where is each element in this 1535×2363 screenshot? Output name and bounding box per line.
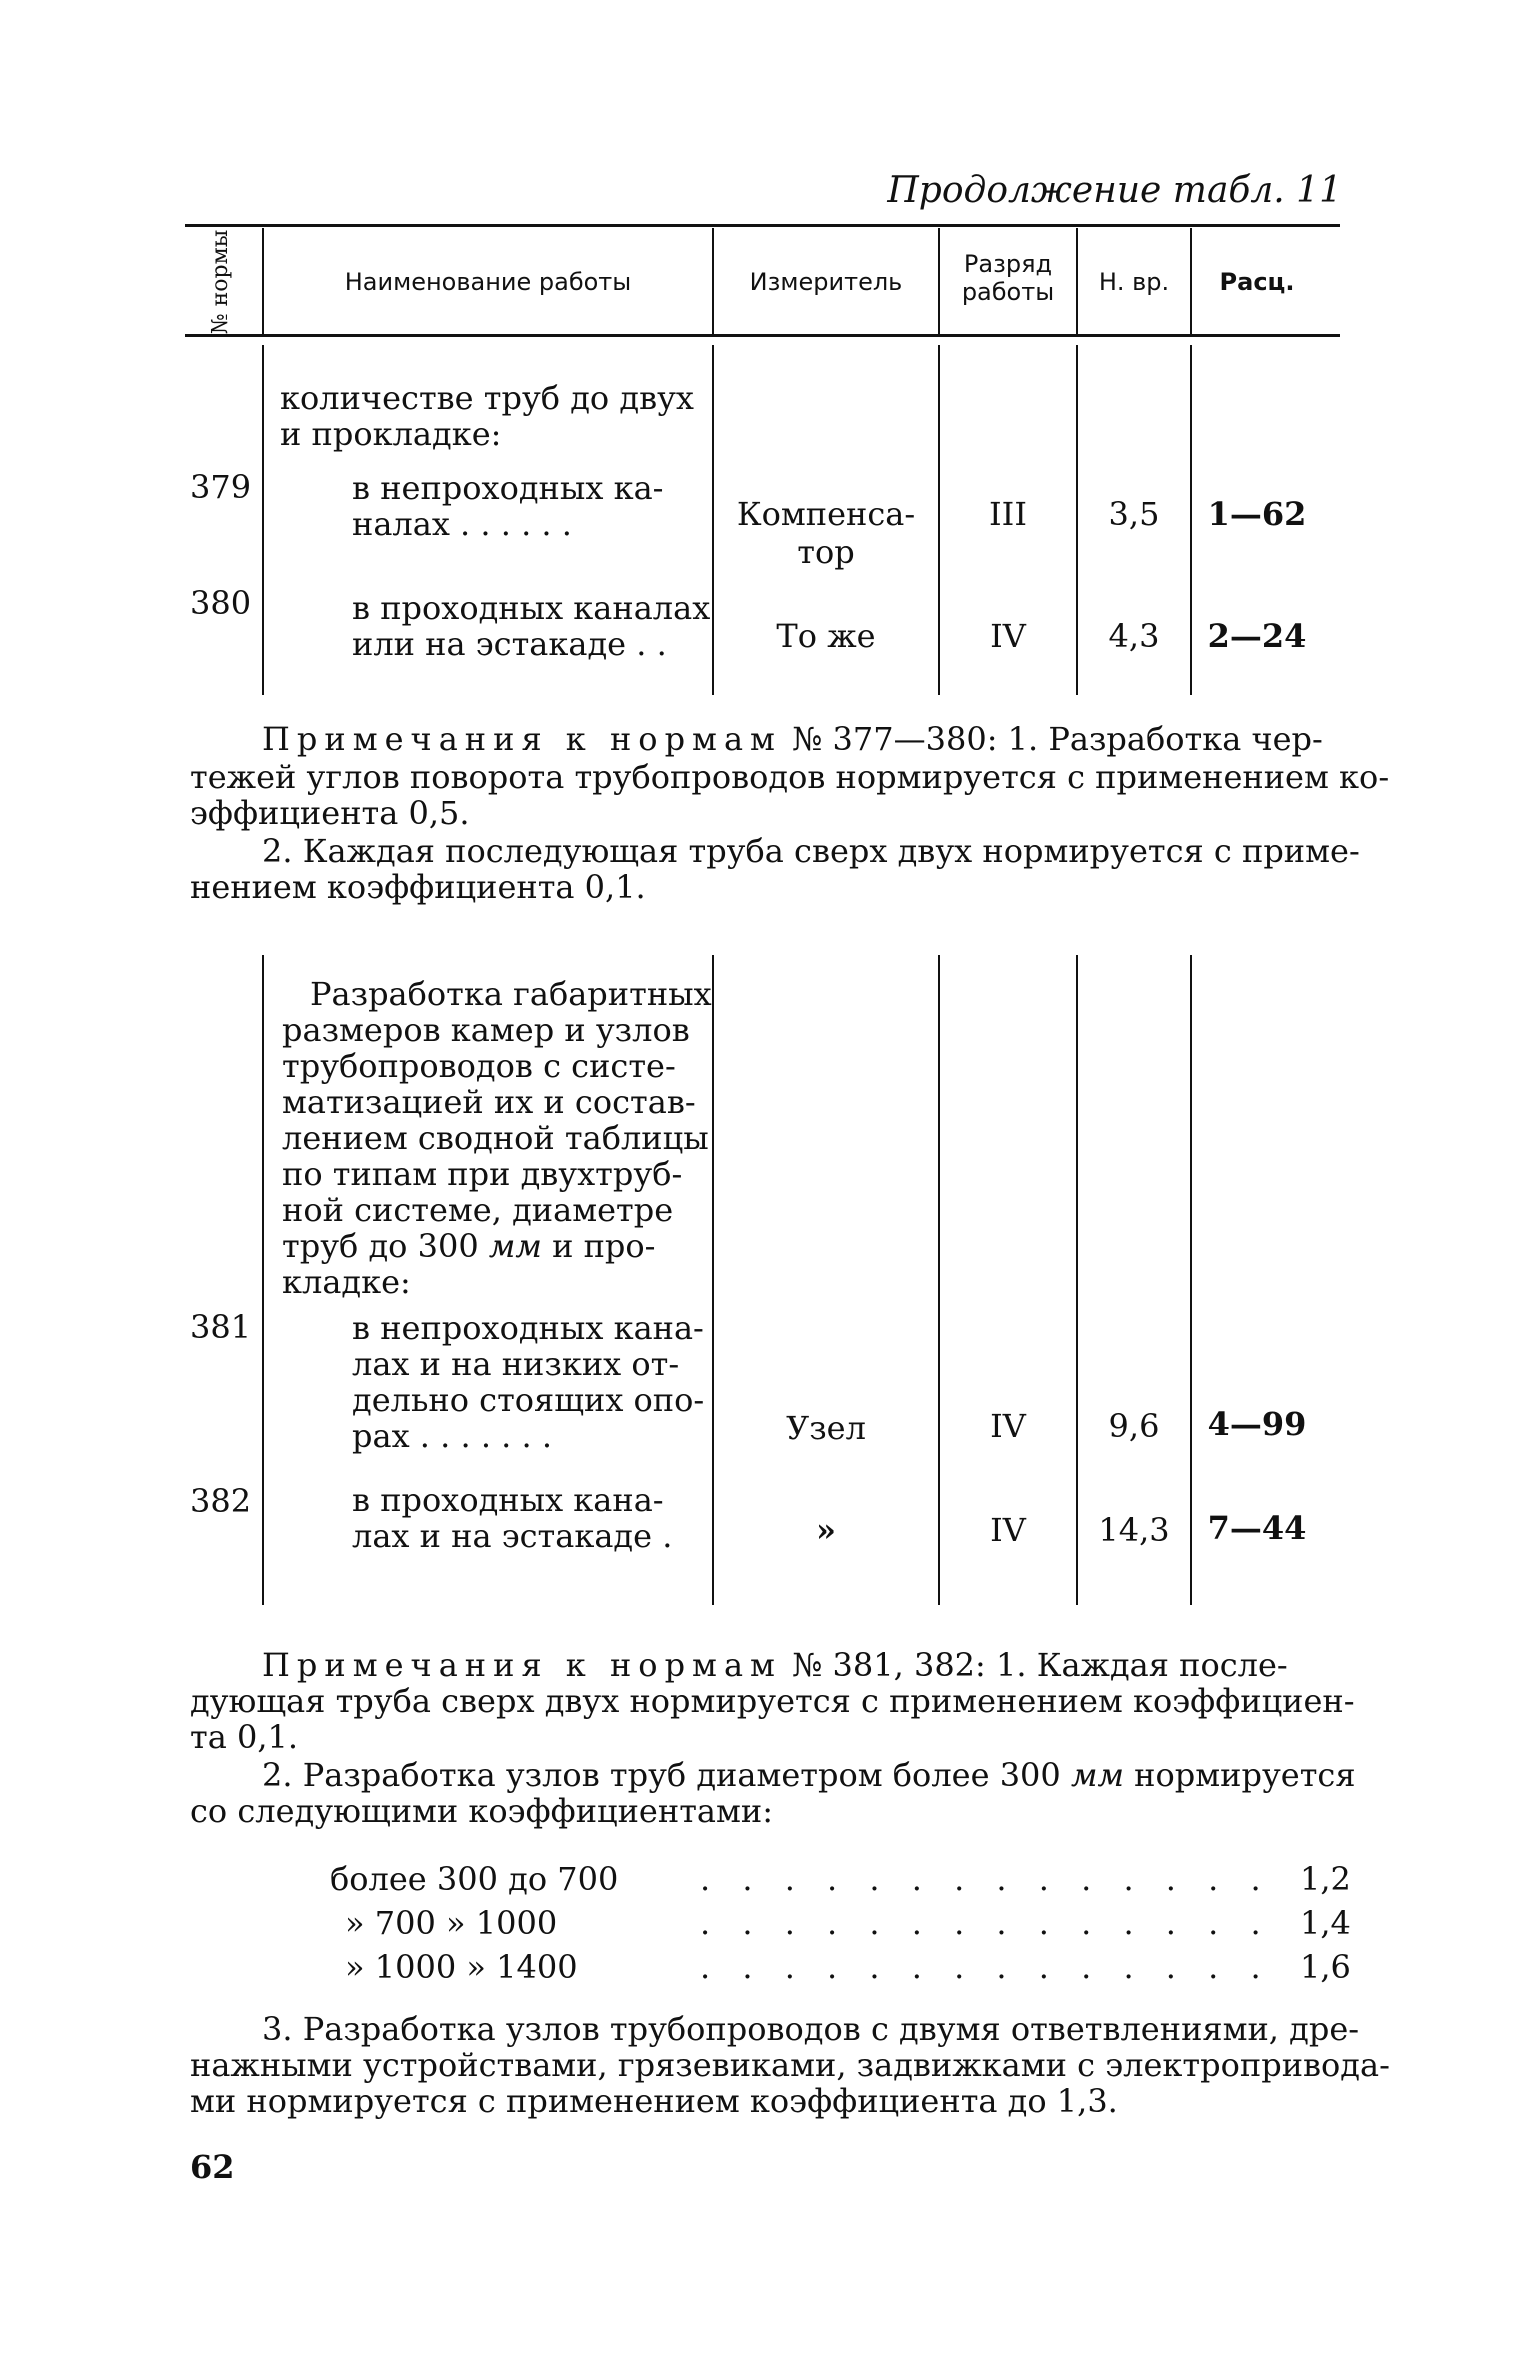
- unit-cell-line: Компенса-: [736, 495, 916, 533]
- work-name-line: лах и на эстакаде .: [352, 1517, 673, 1555]
- rate-cell: 4—99: [1207, 1405, 1307, 1443]
- note-line: та 0,1.: [190, 1718, 299, 1756]
- note-line: [262, 1758, 1356, 1793]
- column-rule: [1076, 955, 1078, 1605]
- rate-cell: 1—62: [1207, 495, 1307, 533]
- coefficient-value: 1,6: [1300, 1948, 1351, 1986]
- norm-number: 380: [190, 584, 252, 622]
- head-divider: [262, 228, 264, 334]
- work-name-line: в проходных кана-: [352, 1481, 664, 1519]
- table-head-bottom-rule: [185, 334, 1340, 337]
- text-line: ной системе, диаметре: [282, 1191, 674, 1229]
- notes-lead: Примечания к нормам: [262, 1646, 782, 1684]
- time-cell: 3,5: [1108, 495, 1160, 533]
- note-line: нажными устройствами, грязевиками, задвижками с электропривода-: [190, 2046, 1390, 2084]
- coefficient-label: » 700 » 1000: [345, 1904, 558, 1942]
- column-rule: [262, 955, 264, 1605]
- column-header-grade: [940, 250, 1076, 306]
- rate-cell: 2—24: [1207, 617, 1307, 655]
- text-line: трубопроводов с систе-: [282, 1047, 676, 1085]
- column-header-unit: Измеритель: [749, 268, 903, 296]
- unit-ditto-cell: »: [816, 1511, 836, 1549]
- column-rule: [712, 955, 714, 1605]
- text-line: и прокладке:: [280, 415, 502, 453]
- notes-text: нормируется: [1134, 1756, 1356, 1794]
- page-number: 62: [190, 2148, 235, 2186]
- note-line: 3. Разработка узлов трубопроводов с двумя ответвлениями, дре-: [262, 2010, 1360, 2048]
- notes-text: № 377—380: 1. Разработка чер-: [792, 720, 1323, 758]
- time-cell: 9,6: [1108, 1407, 1160, 1445]
- column-rule: [262, 345, 264, 695]
- text-line: количестве труб до двух: [280, 379, 694, 417]
- work-name-line: налах . . . . . .: [352, 505, 572, 543]
- note-line: нением коэффициента 0,1.: [190, 868, 646, 906]
- note-line: эффициента 0,5.: [190, 794, 470, 832]
- note-line: [262, 722, 1323, 757]
- column-header-grade-line2: работы: [961, 278, 1055, 306]
- text-line: [282, 1228, 655, 1264]
- leader-dots: . . . . . . . . . . . . . .: [700, 1904, 1272, 1942]
- unit-cell: Узел: [786, 1409, 866, 1447]
- norm-number: 379: [190, 468, 252, 506]
- note-line: ми нормируется с применением коэффициента до 1,3.: [190, 2082, 1118, 2120]
- work-name-line: в непроходных кана-: [352, 1309, 704, 1347]
- table-top-rule: [185, 224, 1340, 227]
- grade-cell: IV: [990, 1511, 1026, 1549]
- note-line: дующая труба сверх двух нормируется с применением коэффициен-: [190, 1682, 1355, 1720]
- norm-number: 382: [190, 1482, 252, 1520]
- unit-cell-line: тор: [797, 533, 855, 571]
- coefficient-value: 1,4: [1300, 1904, 1351, 1942]
- text-line: лением сводной таблицы: [282, 1119, 709, 1157]
- work-name-line: лах и на низких от-: [352, 1345, 680, 1383]
- notes-text: 2. Разработка узлов труб диаметром более 300: [262, 1756, 1061, 1794]
- unit-mm: мм: [1070, 1756, 1124, 1794]
- unit-cell: То же: [776, 617, 876, 655]
- continuation-caption: Продолжение табл. 11: [887, 170, 1342, 211]
- text-line: Разработка габаритных: [310, 975, 712, 1013]
- coefficient-value: 1,2: [1300, 1860, 1351, 1898]
- column-header-grade-line1: Разряд: [963, 250, 1053, 278]
- text-line: размеров камер и узлов: [282, 1011, 690, 1049]
- time-cell: 14,3: [1098, 1511, 1170, 1549]
- text-line: матизацией их и состав-: [282, 1083, 696, 1121]
- text-line: кладке:: [282, 1263, 411, 1301]
- coefficient-label: более 300 до 700: [330, 1860, 619, 1898]
- grade-cell: IV: [990, 1407, 1026, 1445]
- column-rule: [938, 955, 940, 1605]
- note-line: тежей углов поворота трубопроводов нормируется с применением ко-: [190, 758, 1390, 796]
- grade-cell: IV: [990, 617, 1026, 655]
- time-cell: 4,3: [1108, 617, 1160, 655]
- column-header-time: Н. вр.: [1098, 268, 1170, 296]
- notes-lead: Примечания к нормам: [262, 720, 782, 758]
- note-line: 2. Каждая последующая труба сверх двух нормируется с приме-: [262, 832, 1360, 870]
- unit-mm: мм: [488, 1227, 542, 1265]
- column-header-norm-no: № нормы: [208, 229, 233, 335]
- work-name-line: или на эстакаде . .: [352, 625, 667, 663]
- column-header-rate: Расц.: [1219, 268, 1295, 296]
- work-name-line: в непроходных ка-: [352, 469, 664, 507]
- notes-text: № 381, 382: 1. Каждая после-: [792, 1646, 1288, 1684]
- work-name-line: рах . . . . . . .: [352, 1417, 553, 1455]
- work-name-line: в проходных каналах: [352, 589, 711, 627]
- rate-cell: 7—44: [1207, 1509, 1307, 1547]
- leader-dots: . . . . . . . . . . . . . .: [700, 1860, 1272, 1898]
- text-line: по типам при двухтруб-: [282, 1155, 683, 1193]
- work-name-line: дельно стоящих опо-: [352, 1381, 705, 1419]
- leader-dots: . . . . . . . . . . . . . .: [700, 1948, 1272, 1986]
- grade-cell: III: [989, 495, 1027, 533]
- note-line: [262, 1648, 1288, 1683]
- text-fragment: труб до 300: [282, 1227, 479, 1265]
- coefficient-label: » 1000 » 1400: [345, 1948, 578, 1986]
- column-header-work-name: Наименование работы: [344, 268, 632, 296]
- head-divider: [712, 228, 714, 334]
- column-rule: [1190, 955, 1192, 1605]
- note-line: со следующими коэффициентами:: [190, 1792, 773, 1830]
- norm-number: 381: [190, 1308, 252, 1346]
- text-fragment: и про-: [552, 1227, 656, 1265]
